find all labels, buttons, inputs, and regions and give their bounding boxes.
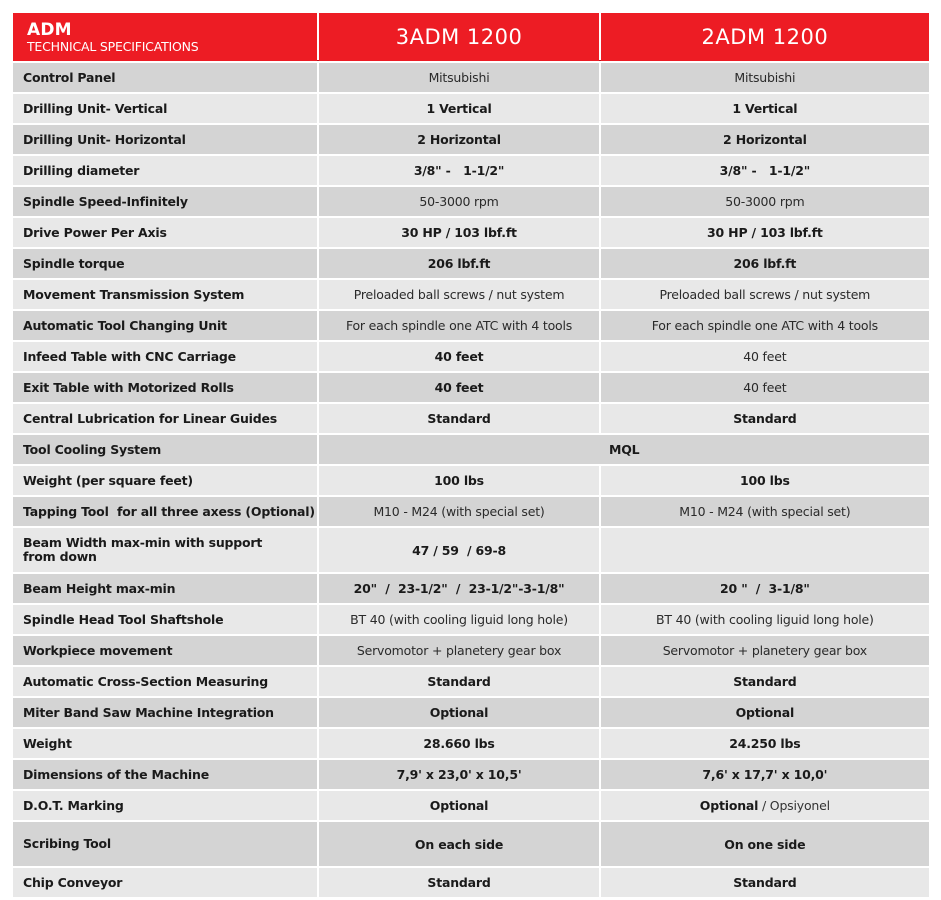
spec-table [13,13,929,899]
table-row [13,373,929,402]
spec-value-2adm: Servomotor + planetery gear box [601,636,929,665]
table-row [13,574,929,603]
spec-label: Infeed Table with CNC Carriage [13,342,317,371]
spec-value-2adm: Standard [601,667,929,696]
table-row [13,868,929,897]
table-row [13,125,929,154]
table-row [13,249,929,278]
spec-value-3adm: Servomotor + planetery gear box [319,636,598,665]
model-header-3adm: 3ADM 1200 [319,13,598,61]
spec-label: Dimensions of the Machine [13,760,317,789]
spec-value-3adm: Optional [319,791,598,820]
spec-label: Exit Table with Motorized Rolls [13,373,317,402]
spec-label: Spindle torque [13,249,317,278]
spec-value-2adm: 40 feet [601,342,929,371]
table-row [13,636,929,665]
spec-value-2adm: BT 40 (with cooling liguid long hole) [601,605,929,634]
spec-label: Workpiece movement [13,636,317,665]
spec-value-3adm: 28.660 lbs [319,729,598,758]
spec-label: Tapping Tool for all three axess (Optional) [13,497,317,526]
spec-label: Drilling Unit- Vertical [13,94,317,123]
table-row [13,63,929,92]
spec-value-3adm: Standard [319,667,598,696]
spec-value-3adm: BT 40 (with cooling liguid long hole) [319,605,598,634]
spec-value-3adm: 47 / 59 / 69-8 [319,528,598,572]
spec-value-3adm: M10 - M24 (with special set) [319,497,598,526]
spec-label: Control Panel [13,63,317,92]
spec-value-3adm: Standard [319,868,598,897]
spec-value-3adm: Mitsubishi [319,63,598,92]
spec-value-2adm: Standard [601,404,929,433]
spec-value-3adm: 100 lbs [319,466,598,495]
spec-value-2adm: For each spindle one ATC with 4 tools [601,311,929,340]
spec-value-2adm: 40 feet [601,373,929,402]
table-row [13,342,929,371]
spec-label: Movement Transmission System [13,280,317,309]
spec-value-3adm: Optional [319,698,598,727]
table-header [13,13,929,61]
spec-label: Miter Band Saw Machine Integration [13,698,317,727]
spec-value-2adm [601,528,929,572]
table-row [13,497,929,526]
spec-label: Drilling diameter [13,156,317,185]
spec-value-3adm: 3/8" - 1-1/2" [319,156,598,185]
table-row [13,698,929,727]
spec-label: Weight (per square feet) [13,466,317,495]
table-row [13,605,929,634]
model-header-2adm: 2ADM 1200 [601,13,929,61]
table-row [13,466,929,495]
spec-label: D.O.T. Marking [13,791,317,820]
spec-label: Weight [13,729,317,758]
spec-value-2adm: 2 Horizontal [601,125,929,154]
table-row [13,667,929,696]
spec-value-3adm: Preloaded ball screws / nut system [319,280,598,309]
spec-label: Automatic Tool Changing Unit [13,311,317,340]
spec-label: Automatic Cross-Section Measuring [13,667,317,696]
spec-value-2adm: 30 HP / 103 lbf.ft [601,218,929,247]
spec-value-3adm: 50-3000 rpm [319,187,598,216]
spec-value-3adm: 1 Vertical [319,94,598,123]
spec-value-2adm: 100 lbs [601,466,929,495]
brand-cell [13,13,317,61]
spec-value-2adm: 206 lbf.ft [601,249,929,278]
spec-value-3adm: 30 HP / 103 lbf.ft [319,218,598,247]
spec-value-2adm: 7,6' x 17,7' x 10,0' [601,760,929,789]
spec-value-shared: MQL [319,435,929,464]
brand-title: ADM [27,19,72,40]
spec-value-3adm: 20" / 23-1/2" / 23-1/2"-3-1/8" [319,574,598,603]
table-row [13,94,929,123]
spec-value-2adm: 20 " / 3-1/8" [601,574,929,603]
spec-label: Drilling Unit- Horizontal [13,125,317,154]
table-row [13,760,929,789]
spec-value-3adm: For each spindle one ATC with 4 tools [319,311,598,340]
spec-value-2adm: Optional [601,698,929,727]
table-row [13,280,929,309]
table-row [13,156,929,185]
spec-value-2adm: 3/8" - 1-1/2" [601,156,929,185]
spec-label: Chip Conveyor [13,868,317,897]
spec-label: Drive Power Per Axis [13,218,317,247]
spec-value-2adm: Standard [601,868,929,897]
spec-value-2adm: 50-3000 rpm [601,187,929,216]
spec-label: Tool Cooling System [13,435,317,464]
spec-value-3adm: Standard [319,404,598,433]
spec-value-2adm: M10 - M24 (with special set) [601,497,929,526]
spec-label: Central Lubrication for Linear Guides [13,404,317,433]
spec-value-2adm-main: Optional [699,798,759,813]
spec-value-2adm: 1 Vertical [601,94,929,123]
table-row [13,822,929,866]
spec-value-2adm: On one side [601,822,929,866]
spec-value-2adm [601,791,929,820]
table-row [13,528,929,572]
spec-value-2adm-suffix: / Opsiyonel [758,798,830,813]
spec-value-2adm: Mitsubishi [601,63,929,92]
spec-value-3adm: 206 lbf.ft [319,249,598,278]
spec-label: Spindle Head Tool Shaftshole [13,605,317,634]
spec-label: Beam Width max-min with support from down [13,528,317,572]
spec-value-3adm: On each side [319,822,598,866]
table-row [13,435,929,464]
spec-value-3adm: 7,9' x 23,0' x 10,5' [319,760,598,789]
table-row [13,791,929,820]
spec-value-3adm: 40 feet [319,342,598,371]
spec-value-3adm: 40 feet [319,373,598,402]
spec-value-3adm: 2 Horizontal [319,125,598,154]
brand-subtitle: TECHNICAL SPECIFICATIONS [27,38,199,54]
spec-label: Beam Height max-min [13,574,317,603]
table-row [13,187,929,216]
table-row [13,729,929,758]
spec-value-2adm: Preloaded ball screws / nut system [601,280,929,309]
spec-value-2adm: 24.250 lbs [601,729,929,758]
table-row [13,404,929,433]
spec-label: Spindle Speed-Infinitely [13,187,317,216]
spec-label: Scribing Tool [13,822,317,866]
table-row [13,218,929,247]
table-row [13,311,929,340]
